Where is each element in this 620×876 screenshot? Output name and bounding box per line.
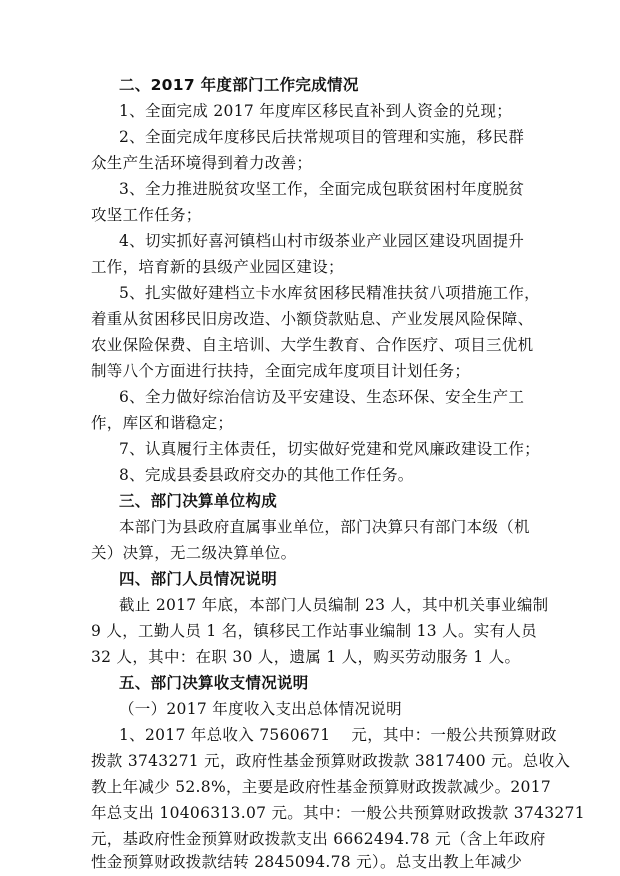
paragraph-line: 性金预算财政拨款结转 2845094.78 元）。总支出教上年减少 [91,853,523,871]
paragraph-line: 9 人，工勤人员 1 名，镇移民工作站事业编制 13 人。实有人员 [91,622,537,640]
paragraph-line: 4、切实抓好喜河镇档山村市级茶业产业园区建设巩固提升 [119,232,525,250]
paragraph-line: 制等八个方面进行扶持，全面完成年度项目计划任务； [91,362,471,380]
paragraph-line: 元，基政府性金预算财政拨款支出 6662494.78 元（含上年政府 [91,830,546,848]
paragraph-line: 2、全面完成年度移民后扶常规项目的管理和实施，移民群 [119,128,525,146]
paragraph-line: 关）决算，无二级决算单位。 [91,544,297,562]
paragraph-line: 年总支出 10406313.07 元。其中：一般公共预算财政拨款 3743271 [91,804,585,822]
paragraph-line: 本部门为县政府直属事业单位，部门决算只有部门本级（机 [119,518,530,536]
paragraph-line: 拨款 3743271 元，政府性基金预算财政拨款 3817400 元。总收入 [91,752,571,770]
paragraph-line: 教上年减少 52.8%，主要是政府性基金预算财政拨款减少。2017 [91,778,552,796]
paragraph-line: 攻坚工作任务； [91,206,202,224]
paragraph-line: 8、完成县委县政府交办的其他工作任务。 [119,466,414,484]
paragraph-line: 7、认真履行主体责任，切实做好党建和党风廉政建设工作； [119,440,540,458]
section-heading: 五、部门决算收支情况说明 [119,674,309,692]
section-heading: 三、部门决算单位构成 [119,492,278,510]
paragraph-line: 32 人，其中：在职 30 人，遗属 1 人，购买劳动服务 1 人。 [91,648,521,666]
paragraph-line: 6、全力做好综治信访及平安建设、生态环保、安全生产工 [119,388,525,406]
paragraph-line: 着重从贫困移民旧房改造、小额贷款贴息、产业发展风险保障、 [91,310,534,328]
paragraph-line: 3、全力推进脱贫攻坚工作，全面完成包联贫困村年度脱贫 [119,180,525,198]
paragraph-line: 农业保险保费、自主培训、大学生教育、合作医疗、项目三优机 [91,336,534,354]
paragraph-line: 截止 2017 年底，本部门人员编制 23 人，其中机关事业编制 [119,596,549,614]
section-heading: 二、2017 年度部门工作完成情况 [119,76,359,94]
section-heading: 四、部门人员情况说明 [119,570,278,588]
paragraph-line: 1、全面完成 2017 年度库区移民直补到人资金的兑现； [119,102,513,120]
paragraph-line: 作，库区和谐稳定； [91,414,234,432]
paragraph-line: 工作，培育新的县级产业园区建设； [91,258,344,276]
paragraph-line: 5、扎实做好建档立卡水库贫困移民精准扶贫八项措施工作， [119,284,540,302]
subsection-heading: （一）2017 年度收入支出总体情况说明 [119,700,402,718]
paragraph-line: 众生产生活环境得到着力改善； [91,154,313,172]
paragraph-line: 1、2017 年总收入 7560671 元，其中：一般公共预算财政 [119,726,557,744]
